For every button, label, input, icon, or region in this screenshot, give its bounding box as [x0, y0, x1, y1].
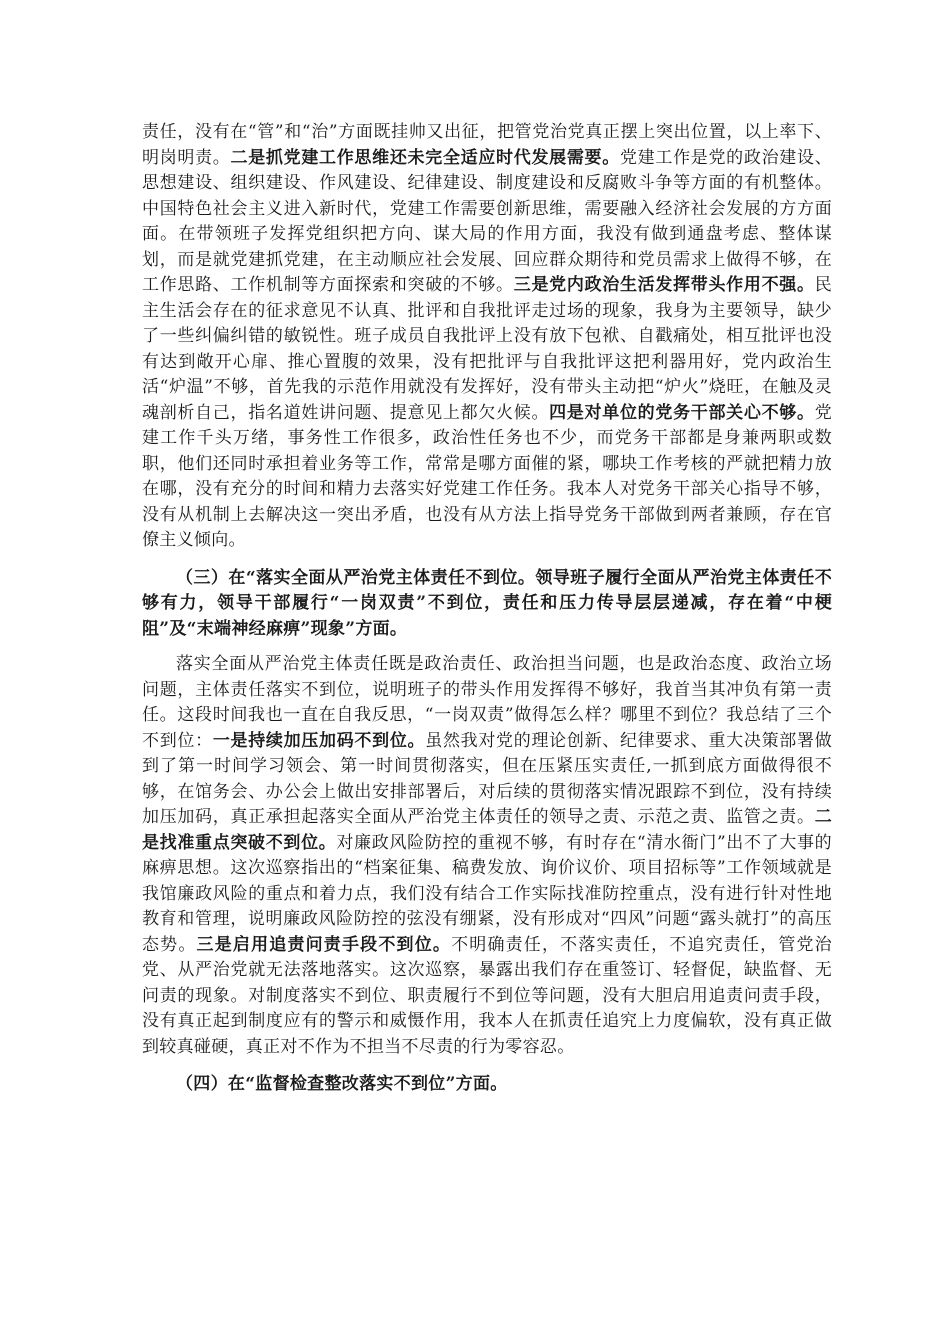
- paragraph-continuation: [142, 120, 832, 554]
- text-run: 党建工作千头万绪，事务性工作很多，政治性任务也不少，而党务干部都是身兼两职或数职，他们还同时承担着业务等工作，常常是哪方面催的紧，哪块工作考核的严就把精力放在哪，没有充分的时间和精力去落实好党建工作任务。我本人对党务干部关心指导不够，没有从机制上去解决这一突出矛盾，也没有从方法上指导党务干部做到两者兼顾，存在官僚主义倾向。: [142, 402, 833, 550]
- text-run: 责任，没有在“管”和“治”方面既挂帅又出征，把管党治党真正摆上突出位置，以上率下、明岗明责。: [142, 122, 832, 168]
- section-4-heading: （四）在“监督检查整改落实不到位”方面。: [176, 1074, 508, 1094]
- text-run: 不明确责任，不落实责任，不追究责任，管党治党、从严治党就无法落地落实。这次巡察，暴露出我们存在重签订、轻督促，缺监督、无问责的现象。对制度落实不到位、职责履行不到位等问题，没有大胆启用追责问责手段，没有真正起到制度应有的警示和威慑作用，我本人在抓责任追究上力度偏软，没有真正做到较真碰硬，真正对不作为不担当不尽责的行为零容忍。: [142, 934, 832, 1057]
- text-run: 虽然我对党的理论创新、纪律要求、重大决策部署做到了第一时间学习领会、第一时间贯彻落实，但在压紧压实责任,一抓到底方面做得很不够，在馆务会、办公会上做出安排部署后，对后续的贯彻落实情况跟踪不到位，没有持续加压加码，真正承担起落实全面从严治党主体责任的领导之责、示范之责、监管之责。: [142, 730, 832, 827]
- point-heading-two: 二是抓党建工作思维还未完全适应时代发展需要。: [230, 147, 620, 168]
- text-run: 民主生活会存在的征求意见不认真、批评和自我批评走过场的现象，我身为主要领导，缺少了一些纠偏纠错的敏锐性。班子成员自我批评上没有放下包袱、自戳痛处，相互批评也没有达到敞开心扉、推心置腹的效果，没有把批评与自我批评这把利器用好，党内政治生活“炉温”不够，首先我的示范作用就没有发挥好，没有带头主动把“炉火”烧旺，在触及灵魂剖析自己，指名道姓讲问题、提意见上都欠火候。: [142, 275, 832, 423]
- text-run: 对廉政风险防控的重视不够，有时存在“清水衙门”出不了大事的麻痹思想。这次巡察指出的“档案征集、稿费发放、询价议价、项目招标等”工作领域就是我馆廉政风险的重点和着力点，我们没有结合工作实际找准防控重点，没有进行针对性地教育和管理，说明廉政风险防控的弦没有绷紧，没有形成对“四风”问题“露头就打”的高压态势。: [142, 832, 832, 955]
- section-3-heading: （三）在“落实全面从严治党主体责任不到位。领导班子履行全面从严治党主体责任不够有力，领导干部履行“一岗双责”不到位，责任和压力传导层层递减，存在着“中梗阻”及“末端神经麻痹”现象”方面。: [142, 567, 832, 639]
- point-heading-one: 一是持续加压加码不到位。: [212, 730, 426, 751]
- text-run: 落实全面从严治党主体责任既是政治责任、政治担当问题，也是政治态度、政治立场问题，主体责任落实不到位，说明班子的带头作用发挥得不够好，我首当其冲负有第一责任。这段时间我也一直在自我反思，“一岗双责”做得怎么样？哪里不到位？我总结了三个不到位：: [142, 654, 832, 751]
- point-heading-three: 三是启用追责问责手段不到位。: [196, 934, 452, 955]
- point-heading-two: 二是找准重点突破不到位。: [142, 807, 832, 853]
- document-page: [142, 120, 832, 1108]
- point-heading-three: 三是党内政治生活发挥带头作用不强。: [513, 275, 815, 295]
- section-3-body: [142, 652, 832, 1060]
- text-run: 党建工作是党的政治建设、思想建设、组织建设、作风建设、纪律建设、制度建设和反腐败斗争等方面的有机整体。中国特色社会主义进入新时代，党建工作需要创新思维，需要融入经济社会发展的方方面面。在带领班子发挥党组织把方向、谋大局的作用方面，我没有做到通盘考虑、整体谋划，而是就党建抓党建，在主动顺应社会发展、回应群众期待和党员需求上做得不够，在工作思路、工作机制等方面探索和突破的不够。: [142, 147, 832, 295]
- point-heading-four: 四是对单位的党务干部关心不够。: [549, 402, 815, 423]
